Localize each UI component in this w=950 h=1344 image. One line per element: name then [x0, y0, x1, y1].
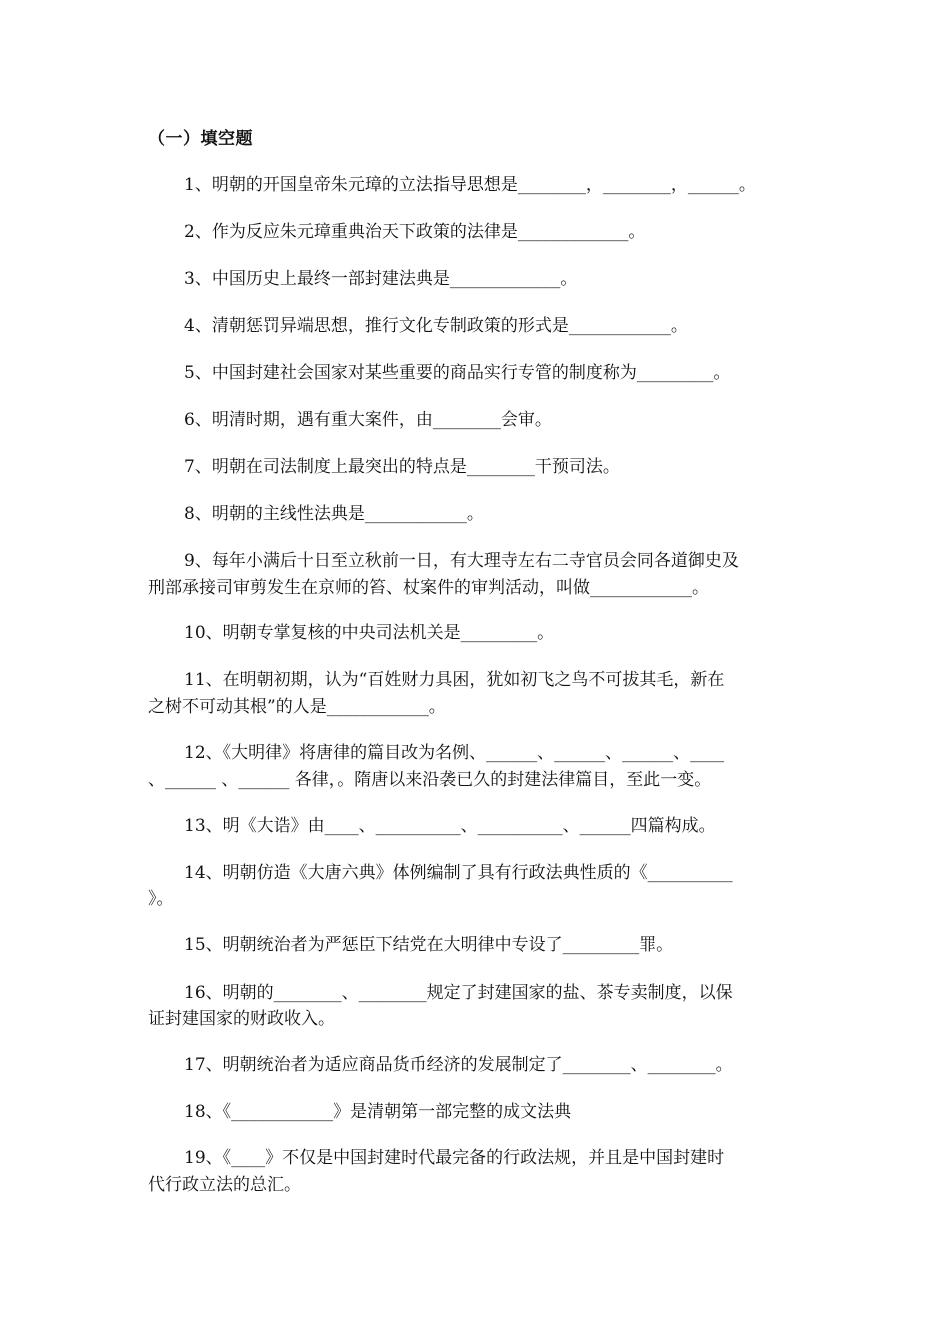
question-9-line-2: 刑部承接司审剪发生在京师的笞、杖案件的审判活动，叫做____________。: [148, 578, 709, 598]
question-13: 13、明《大诰》由____、__________、__________、______四篇构成。: [184, 816, 716, 836]
question-11-line-2: 之树不可动其根”的人是____________。: [148, 697, 446, 717]
question-16-line-1: 16、明朝的________、________规定了封建国家的盐、茶专卖制度，以保: [184, 983, 733, 1003]
question-19-line-1: 19、《____》不仅是中国封建时代最完备的行政法规，并且是中国封建时: [184, 1148, 725, 1168]
question-18: 18、《____________》是清朝第一部完整的成文法典: [184, 1102, 572, 1122]
question-4: 4、清朝惩罚异端思想，推行文化专制政策的形式是____________。: [184, 316, 688, 336]
question-9-line-1: 9、每年小满后十日至立秋前一日，有大理寺左右二寺官员会同各道御史及: [184, 551, 739, 571]
question-14-line-1: 14、明朝仿造《大唐六典》体例编制了具有行政法典性质的《__________: [184, 863, 733, 883]
question-14-line-2: 》。: [148, 889, 174, 909]
question-16-line-2: 证封建国家的财政收入。: [148, 1009, 335, 1029]
question-10: 10、明朝专掌复核的中央司法机关是_________。: [184, 623, 555, 643]
question-1: 1、明朝的开国皇帝朱元璋的立法指导思想是________，________，______。: [184, 175, 756, 195]
question-7: 7、明朝在司法制度上最突出的特点是________干预司法。: [184, 457, 620, 477]
question-11-line-1: 11、在明朝初期，认为“百姓财力具困，犹如初飞之鸟不可拔其毛，新在: [184, 670, 725, 690]
question-8: 8、明朝的主线性法典是____________。: [184, 504, 484, 524]
section-title: （一）填空题: [148, 129, 253, 149]
question-15: 15、明朝统治者为严惩臣下结党在大明律中专设了_________罪。: [184, 935, 674, 955]
question-12-line-1: 12、《大明律》将唐律的篇目改为名例、______、______、______、____: [184, 743, 725, 763]
question-17: 17、明朝统治者为适应商品货币经济的发展制定了________、________。: [184, 1055, 733, 1075]
question-19-line-2: 代行政立法的总汇。: [148, 1175, 301, 1195]
question-5: 5、中国封建社会国家对某些重要的商品实行专管的制度称为_________。: [184, 363, 731, 383]
question-2: 2、作为反应朱元璋重典治天下政策的法律是_____________。: [184, 222, 646, 242]
question-12-line-2: 、______ 、______ 各律，。隋唐以来沿袭已久的封建法律篇目，至此一变。: [148, 770, 712, 790]
question-3: 3、中国历史上最终一部封建法典是_____________。: [184, 269, 578, 289]
question-6: 6、明清时期，遇有重大案件，由________会审。: [184, 410, 552, 430]
